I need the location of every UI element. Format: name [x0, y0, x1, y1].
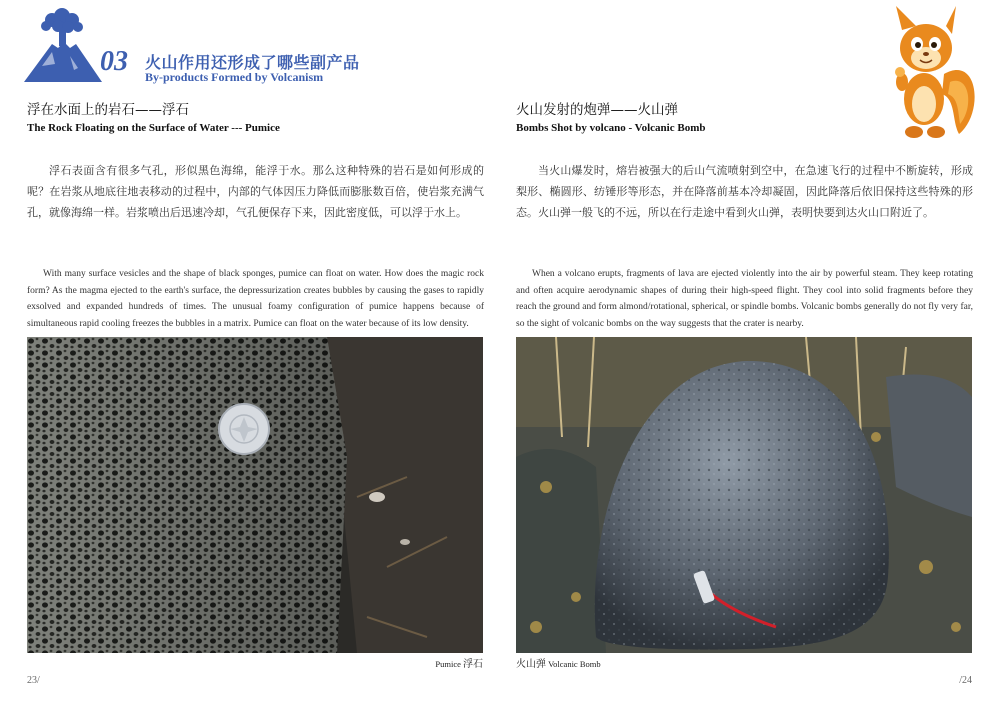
- volcanic-bomb-caption-zh: 火山弹: [516, 659, 546, 670]
- pumice-caption: [435, 655, 483, 670]
- left-column: [27, 100, 484, 332]
- volcano-logo-icon: [22, 6, 104, 86]
- right-column: [516, 100, 973, 332]
- chapter-title-en: By-products Formed by Volcanism: [145, 70, 324, 84]
- pumice-body-en: With many surface vesicles and the shape of black sponges, pumice can float on water. How does the magic rock form? As the magma ejected to the earth's surface, the depressurization creates bubbles by causing the gases to rapidly exsolved and expanded hundreds of times. The unusual foamy configuration of pumice happens because of simultaneous rapid cooling freezes the bubbles in a matrix. Pumice can float on the water because of its low density.: [27, 269, 484, 329]
- chapter-number: 03: [100, 46, 128, 77]
- volcanic-bomb-heading-en: Bombs Shot by volcano - Volcanic Bomb: [516, 122, 706, 134]
- page-number-right: /24: [959, 675, 972, 686]
- volcanic-bomb-heading-zh: 火山发射的炮弹——火山弹: [516, 102, 678, 118]
- pumice-caption-en: Pumice: [435, 659, 461, 669]
- volcanic-bomb-caption-en: Volcanic Bomb: [548, 659, 601, 669]
- pumice-heading-zh: 浮在水面上的岩石——浮石: [27, 102, 189, 118]
- pumice-body-zh: 浮石表面含有很多气孔，形似黑色海绵，能浮于水。那么这种特殊的岩石是如何形成的呢？在岩浆从地底往地表移动的过程中，内部的气体因压力降低而膨胀数百倍，使岩浆充满气孔，就像海绵一样。岩浆喷出后迅速冷却，气孔便保存下来，因此密度低，可以浮于水上。: [27, 164, 484, 219]
- pumice-photo: [27, 337, 483, 653]
- page-number-left: 23/: [27, 675, 40, 686]
- volcanic-bomb-photo: [516, 337, 972, 653]
- pumice-heading-en: The Rock Floating on the Surface of Water --- Pumice: [27, 122, 280, 134]
- volcanic-bomb-body-zh: 当火山爆发时，熔岩被强大的后山气流喷射到空中，在急速飞行的过程中不断旋转，形成梨形、椭圆形、纺锤形等形态，并在降落前基本冷却凝固，因此降落后依旧保持这些特殊的形态。火山弹一般飞的不远，所以在行走途中看到火山弹，表明快要到达火山口附近了。: [516, 164, 973, 219]
- volcanic-bomb-caption: [516, 655, 601, 670]
- chapter-title-zh: 火山作用还形成了哪些副产品: [145, 53, 360, 72]
- volcanic-bomb-body-en: When a volcano erupts, fragments of lava are ejected violently into the air by powerful steam. They keep rotating and often acquire aerodynamic shapes of during their high-speed flight. They cool into solid fragments before they reach the ground and form almond/rotational, spherical, or spindle bombs. Volcanic bombs generally do not fly very far, so the sight of volcanic bombs on the way suggests that the crater is nearby.: [516, 269, 973, 329]
- pumice-caption-zh: 浮石: [463, 659, 483, 670]
